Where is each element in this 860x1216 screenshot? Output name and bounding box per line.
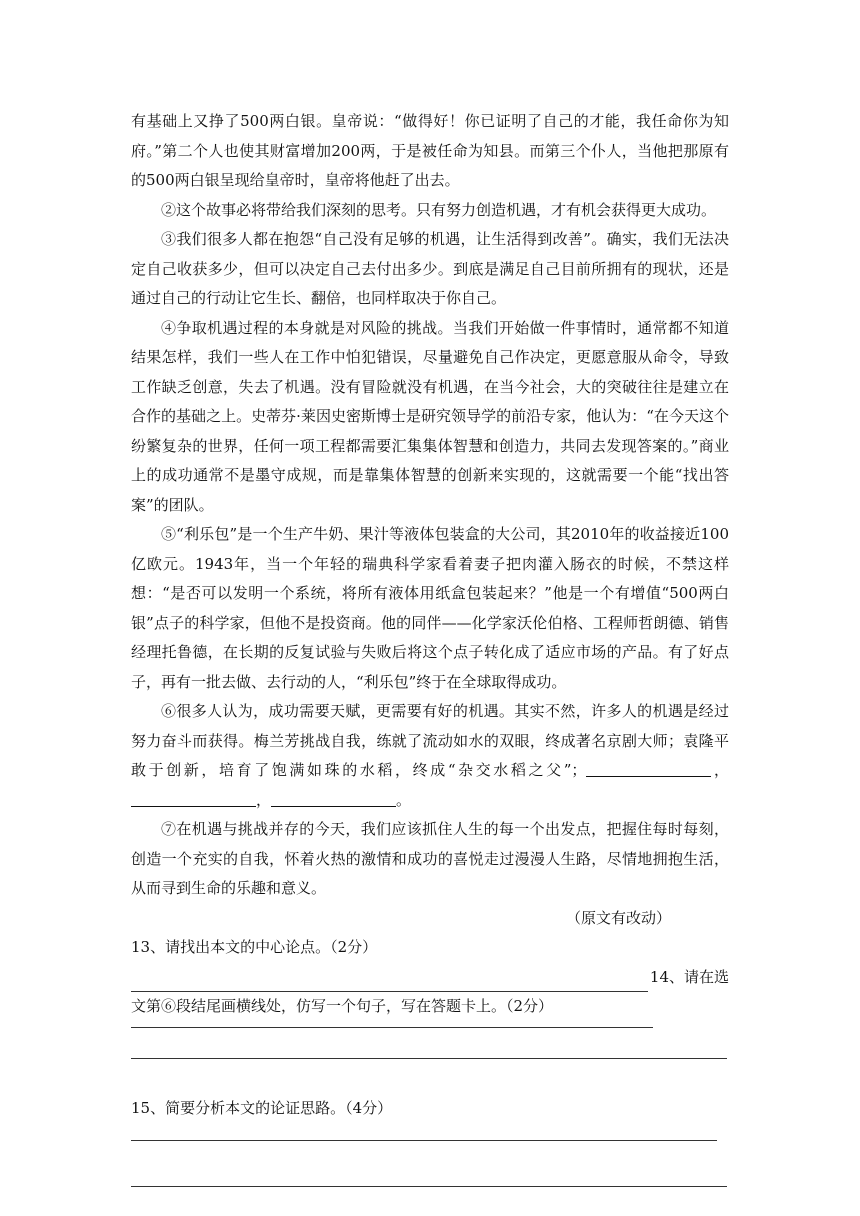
question-15-answer-line-2[interactable] <box>131 1186 727 1187</box>
question-13-answer-row <box>131 963 729 993</box>
paragraph-4: ④争取机遇过程的本身就是对风险的挑战。当我们开始做一件事情时，通常都不知道结果怎样，我们一些人在工作中怕犯错误，尽量避免自己作决定，更愿意服从命令，导致工作缺乏创意，失去了机遇。没有冒险就没有机遇，在当今社会，大的突破往往是建立在合作的基础之上。史蒂芬·莱因史密斯博士是研究领导学的前沿专家，他认为：“在今天这个纷繁复杂的世界，任何一项工程都需要汇集集体智慧和创造力，共同去发现答案的。”商业上的成功通常不是墨守成规，而是靠集体智慧的创新来实现的，这就需要一个能“找出答案”的团队。 <box>131 318 729 514</box>
question-13-answer-line[interactable] <box>131 969 648 992</box>
question-13: 13、请找出本文的中心论点。（2分） <box>131 938 378 956</box>
paragraph-6-text: ⑥很多人认为，成功需要天赋，更需要有好的机遇。其实不然，许多人的机遇是经过努力奋斗而获得。梅兰芳挑战自我，练就了流动如水的双眼，终成著名京剧大师；袁隆平敢于创新，培育了饱满如珠的水稻，终成“杂交水稻之父”； <box>131 702 729 779</box>
question-15: 15、简要分析本文的论证思路。（4分） <box>131 1098 393 1117</box>
question-15-answer-area-1 <box>131 1140 729 1170</box>
reading-passage <box>131 107 729 1216</box>
question-14-answer-area-1 <box>131 1027 729 1057</box>
fill-blank-2[interactable] <box>131 788 256 807</box>
blank-separator-1: ， <box>711 761 729 779</box>
paragraph-7: ⑦在机遇与挑战并存的今天，我们应该抓住人生的每一个出发点，把握住每时每刻，创造一个充实的自我，怀着火热的激情和成功的喜悦走过漫漫人生路，尽情地拥抱生活，从而寻到生命的乐趣和意义。 <box>131 820 729 897</box>
question-14-answer-line-2[interactable] <box>131 1058 727 1059</box>
question-14: 文第⑥段结尾画横线处，仿写一个句子，写在答题卡上。（2分） <box>131 997 554 1015</box>
question-14-answer-line-1[interactable] <box>131 1027 653 1028</box>
question-15-answer-area-2 <box>131 1186 729 1216</box>
source-note: （原文有改动） <box>565 908 671 927</box>
fill-blank-1[interactable] <box>586 758 711 777</box>
paragraph-6 <box>131 697 729 815</box>
question-15-answer-line-1[interactable] <box>131 1140 717 1141</box>
paragraph-continued: 有基础上又挣了500两白银。皇帝说：“做得好！你已证明了自己的才能，我任命你为知府。”第二个人也使其财富增加200两，于是被任命为知县。而第三个仆人，当他把那原有的500两白银呈现给皇帝时，皇帝将他赶了出去。 <box>131 112 729 189</box>
paragraph-2: ②这个故事必将带给我们深刻的思考。只有努力创造机遇，才有机会获得更大成功。 <box>161 200 717 219</box>
question-14-head: 14、请在选 <box>649 967 729 986</box>
paragraph-5: ⑤“利乐包”是一个生产牛奶、果汁等液体包装盒的大公司，其2010年的收益接近100亿欧元。1943年，当一个年轻的瑞典科学家看着妻子把肉灌入肠衣的时候，不禁这样想：“是否可以发明一个系统，将所有液体用纸盒包装起来？”他是一个有增值“500两白银”点子的科学家，但他不是投资商。他的同伴——化学家沃伦伯格、工程师哲朗德、销售经理托鲁德，在长期的反复试验与失败后将这个点子转化成了适应市场的产品。有了好点子，再有一批去做、去行动的人，“利乐包”终于在全球取得成功。 <box>131 525 729 691</box>
question-14-answer-area-2 <box>131 1058 729 1094</box>
paragraph-3: ③我们很多人都在抱怨“自己没有足够的机遇，让生活得到改善”。确实，我们无法决定自己收获多少，但可以决定自己去付出多少。到底是满足自己目前所拥有的现状，还是通过自己的行动让它生长、翻倍，也同样取决于你自己。 <box>131 230 729 307</box>
blank-separator-2: ， <box>256 790 272 809</box>
blank-end: 。 <box>396 790 412 809</box>
fill-blank-3[interactable] <box>271 788 396 807</box>
